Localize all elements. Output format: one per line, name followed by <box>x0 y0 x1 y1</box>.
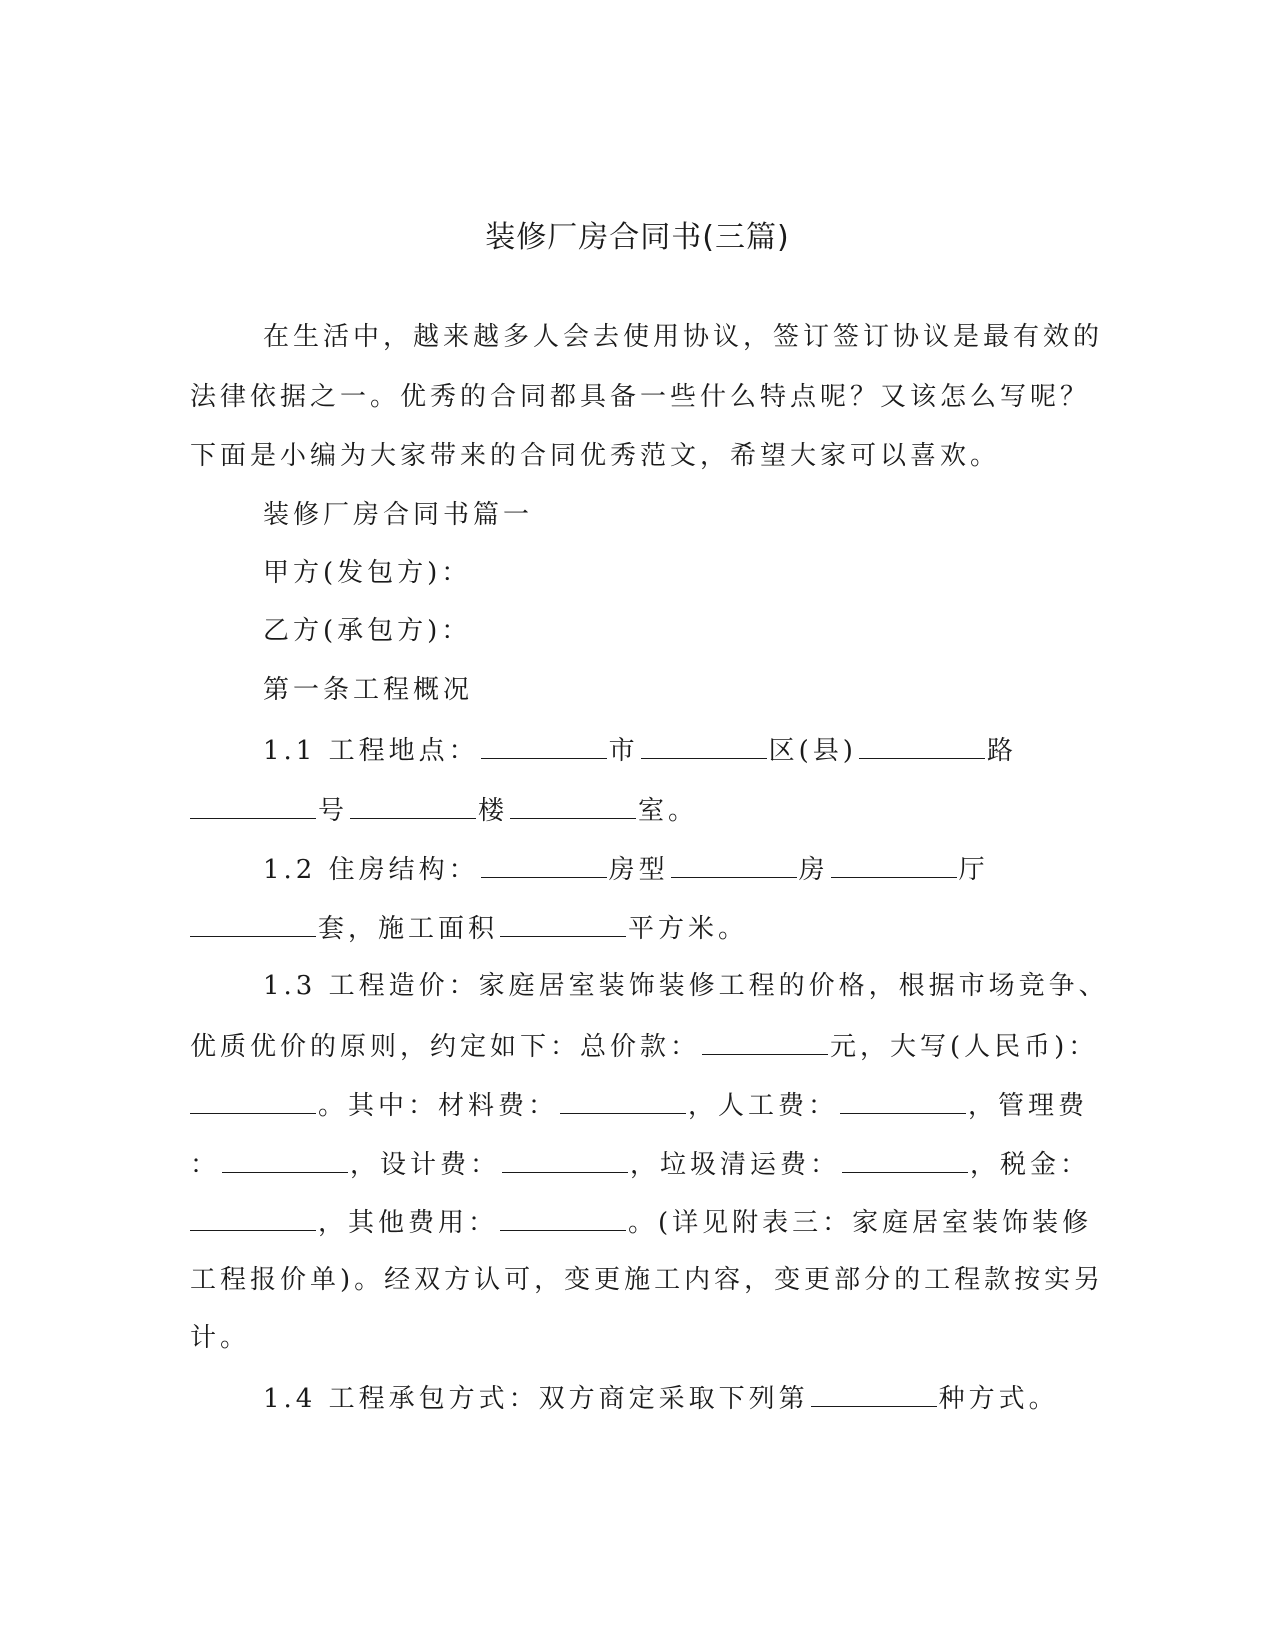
blank-field <box>831 851 957 878</box>
blank-field <box>811 1380 937 1407</box>
clause-text: 。其中：材料费： <box>318 1091 559 1121</box>
clause-text: 平方米。 <box>628 914 749 944</box>
blank-field <box>500 1204 626 1231</box>
blank-field <box>671 851 797 878</box>
clause-text: 元，大写(人民币)： <box>830 1032 1099 1062</box>
clause-1-1-line-1 <box>263 732 1017 768</box>
clause-text: ： <box>190 1150 221 1180</box>
blank-field <box>350 792 476 819</box>
intro-line-3: 下面是小编为大家带来的合同优秀范文，希望大家可以喜欢。 <box>190 441 1001 471</box>
blank-field <box>190 1087 316 1114</box>
clause-text: 厅 <box>958 855 989 885</box>
clause-text: ，其他费用： <box>318 1208 499 1238</box>
party-b-label: 乙方(承包方)： <box>263 616 472 646</box>
clause-1-3-line-4 <box>190 1146 1090 1182</box>
clause-1-3-line-5 <box>190 1204 1092 1240</box>
clause-1-2-line-2 <box>190 910 748 946</box>
blank-field <box>840 1087 966 1114</box>
clause-text: 1.1 工程地点： <box>263 736 479 766</box>
clause-1-2-line-1 <box>263 851 989 887</box>
blank-field <box>702 1028 828 1055</box>
blank-field <box>190 1204 316 1231</box>
intro-line-2: 法律依据之一。优秀的合同都具备一些什么特点呢？又该怎么写呢？ <box>190 382 1091 412</box>
blank-field <box>502 1146 628 1173</box>
clause-1-3-line-1: 1.3 工程造价：家庭居室装饰装修工程的价格，根据市场竞争、 <box>263 971 1109 1001</box>
clause-1-3-line-3 <box>190 1087 1088 1123</box>
clause-1-4-line-1 <box>263 1380 1059 1416</box>
clause-text: 种方式。 <box>938 1384 1059 1414</box>
clause-text: ，垃圾清运费： <box>630 1150 841 1180</box>
clause-text: 房型 <box>608 855 669 885</box>
clause-text: 楼 <box>478 796 509 826</box>
blank-field <box>500 910 626 937</box>
article1-heading: 第一条工程概况 <box>263 675 474 705</box>
clause-text: 。(详见附表三：家庭居室装饰装修 <box>628 1208 1093 1238</box>
blank-field <box>481 732 607 759</box>
clause-text: 套，施工面积 <box>318 914 499 944</box>
blank-field <box>190 910 316 937</box>
party-a-label: 甲方(发包方)： <box>263 558 472 588</box>
blank-field <box>190 792 316 819</box>
blank-field <box>510 792 636 819</box>
clause-text: 号 <box>318 796 349 826</box>
clause-text: 市 <box>608 736 639 766</box>
blank-field <box>481 851 607 878</box>
clause-1-3-line-7: 计。 <box>190 1323 251 1353</box>
clause-text: ，设计费： <box>350 1150 501 1180</box>
blank-field <box>859 732 985 759</box>
clause-text: ，税金： <box>970 1150 1091 1180</box>
section-heading: 装修厂房合同书篇一 <box>263 500 534 530</box>
clause-text: ，人工费： <box>688 1091 839 1121</box>
blank-field <box>842 1146 968 1173</box>
blank-field <box>641 732 767 759</box>
clause-text: 1.2 住房结构： <box>263 855 479 885</box>
clause-text: 室。 <box>638 796 699 826</box>
blank-field <box>222 1146 348 1173</box>
clause-text: 优质优价的原则，约定如下：总价款： <box>190 1032 701 1062</box>
clause-text: 房 <box>798 855 829 885</box>
clause-1-3-line-2 <box>190 1028 1098 1064</box>
blank-field <box>560 1087 686 1114</box>
clause-1-3-line-6: 工程报价单)。经双方认可，变更施工内容，变更部分的工程款按实另 <box>190 1265 1105 1295</box>
intro-line-1: 在生活中，越来越多人会去使用协议，签订签订协议是最有效的 <box>263 322 1104 352</box>
clause-text: 区(县) <box>768 736 857 766</box>
clause-1-1-line-2 <box>190 792 698 828</box>
document-title: 装修厂房合同书(三篇) <box>485 220 790 255</box>
clause-text: 1.4 工程承包方式：双方商定采取下列第 <box>263 1384 809 1414</box>
clause-text: 路 <box>986 736 1017 766</box>
clause-text: ，管理费 <box>968 1091 1089 1121</box>
